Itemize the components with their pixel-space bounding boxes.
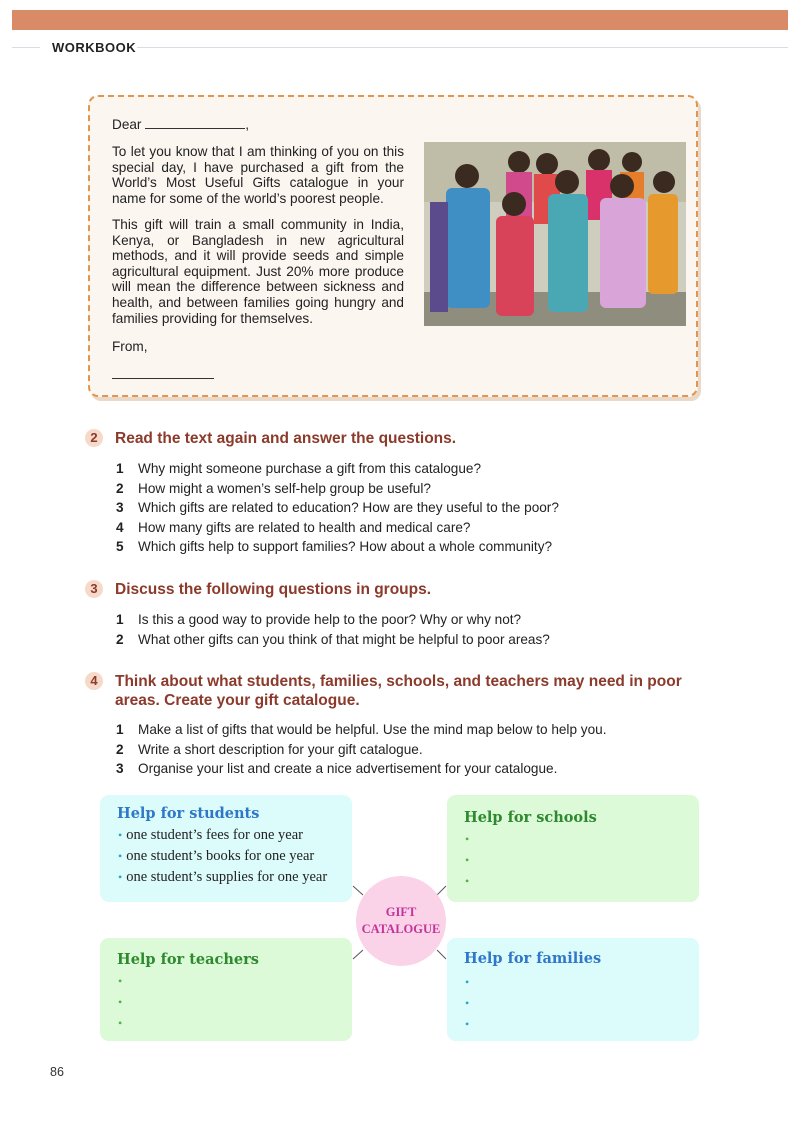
blank-bullet[interactable]: • (465, 996, 470, 1010)
blank-bullet[interactable]: • (118, 995, 123, 1009)
teachers-title: Help for teachers (117, 951, 259, 968)
list-item: 1 Why might someone purchase a gift from this catalogue? (116, 461, 482, 476)
letter-greeting: Dear , (112, 117, 250, 132)
list-item: 4 How many gifts are related to health and medical care? (116, 519, 471, 535)
help-for-families-box (447, 938, 699, 1041)
recipient-blank[interactable] (145, 116, 245, 129)
teachers-items (118, 971, 126, 1034)
list-item: • one student’s fees for one year (118, 827, 303, 843)
blank-bullet[interactable]: • (118, 1016, 123, 1030)
header-rule-left (12, 47, 40, 48)
blank-bullet[interactable]: • (465, 1017, 470, 1031)
blank-bullet[interactable]: • (465, 975, 470, 989)
section-3-questions (116, 610, 550, 649)
list-item: 1 Make a list of gifts that would be helpful. Use the mind map below to help you. (116, 722, 607, 737)
section-4-number: 4 (85, 672, 103, 690)
section-3-title: Discuss the following questions in groups. (115, 581, 432, 598)
page-number: 86 (50, 1065, 64, 1079)
letter-paragraph-2: This gift will train a small community in India, Kenya, or Bangladesh in new agricultural methods, and it will provide seeds and simple agricultural equipment. Just 20% more produce will mean the difference between sickness and health, and between families going hungry and families providing for themselves. (112, 217, 404, 326)
children-photo (424, 142, 686, 326)
section-4-title: Think about what students, families, schools, and teachers may need in poor areas. Create your gift catalogue. (115, 673, 682, 709)
signature-blank[interactable] (112, 378, 214, 379)
letter-closing: From, (112, 339, 148, 354)
list-item: 1 Is this a good way to provide help to the poor? Why or why not? (116, 612, 522, 627)
schools-title: Help for schools (464, 809, 597, 826)
list-item: • one student’s books for one year (118, 848, 315, 864)
help-for-students-box (100, 795, 352, 902)
blank-bullet[interactable]: • (465, 832, 470, 846)
schools-items (465, 829, 473, 892)
blank-bullet[interactable]: • (465, 874, 470, 888)
section-2-questions (116, 459, 559, 557)
list-item: 2 How might a women’s self-help group be useful? (116, 480, 431, 496)
header-rule-right (137, 47, 788, 48)
students-title: Help for students (117, 805, 260, 822)
help-for-schools-box (447, 795, 699, 902)
top-accent-bar (12, 10, 788, 30)
list-item: 5 Which gifts help to support families? How about a whole community? (116, 539, 553, 555)
workbook-label: WORKBOOK (52, 40, 137, 55)
gift-letter-card (88, 95, 698, 397)
families-items (465, 972, 473, 1035)
list-item: 3 Which gifts are related to education? How are they useful to the poor? (116, 500, 559, 516)
section-2-title: Read the text again and answer the questions. (115, 430, 457, 447)
letter-paragraph-1: To let you know that I am thinking of you on this special day, I have purchased a gift from the World’s Most Useful Gifts catalogue in your name for some of the world’s poorest people. (112, 144, 404, 206)
list-item: 3 Organise your list and create a nice advertisement for your catalogue. (116, 761, 558, 777)
list-item: • one student’s supplies for one year (118, 869, 328, 885)
help-for-teachers-box (100, 938, 352, 1041)
list-item: 2 What other gifts can you think of that might be helpful to poor areas? (116, 631, 550, 647)
section-3-number: 3 (85, 580, 103, 598)
section-4-tasks (116, 720, 607, 779)
students-items (118, 825, 327, 888)
section-2-number: 2 (85, 429, 103, 447)
blank-bullet[interactable]: • (465, 853, 470, 867)
families-title: Help for families (464, 950, 602, 967)
list-item: 2 Write a short description for your gift catalogue. (116, 741, 423, 757)
gift-catalogue-hub: GIFT CATALOGUE (356, 876, 446, 966)
blank-bullet[interactable]: • (118, 974, 123, 988)
